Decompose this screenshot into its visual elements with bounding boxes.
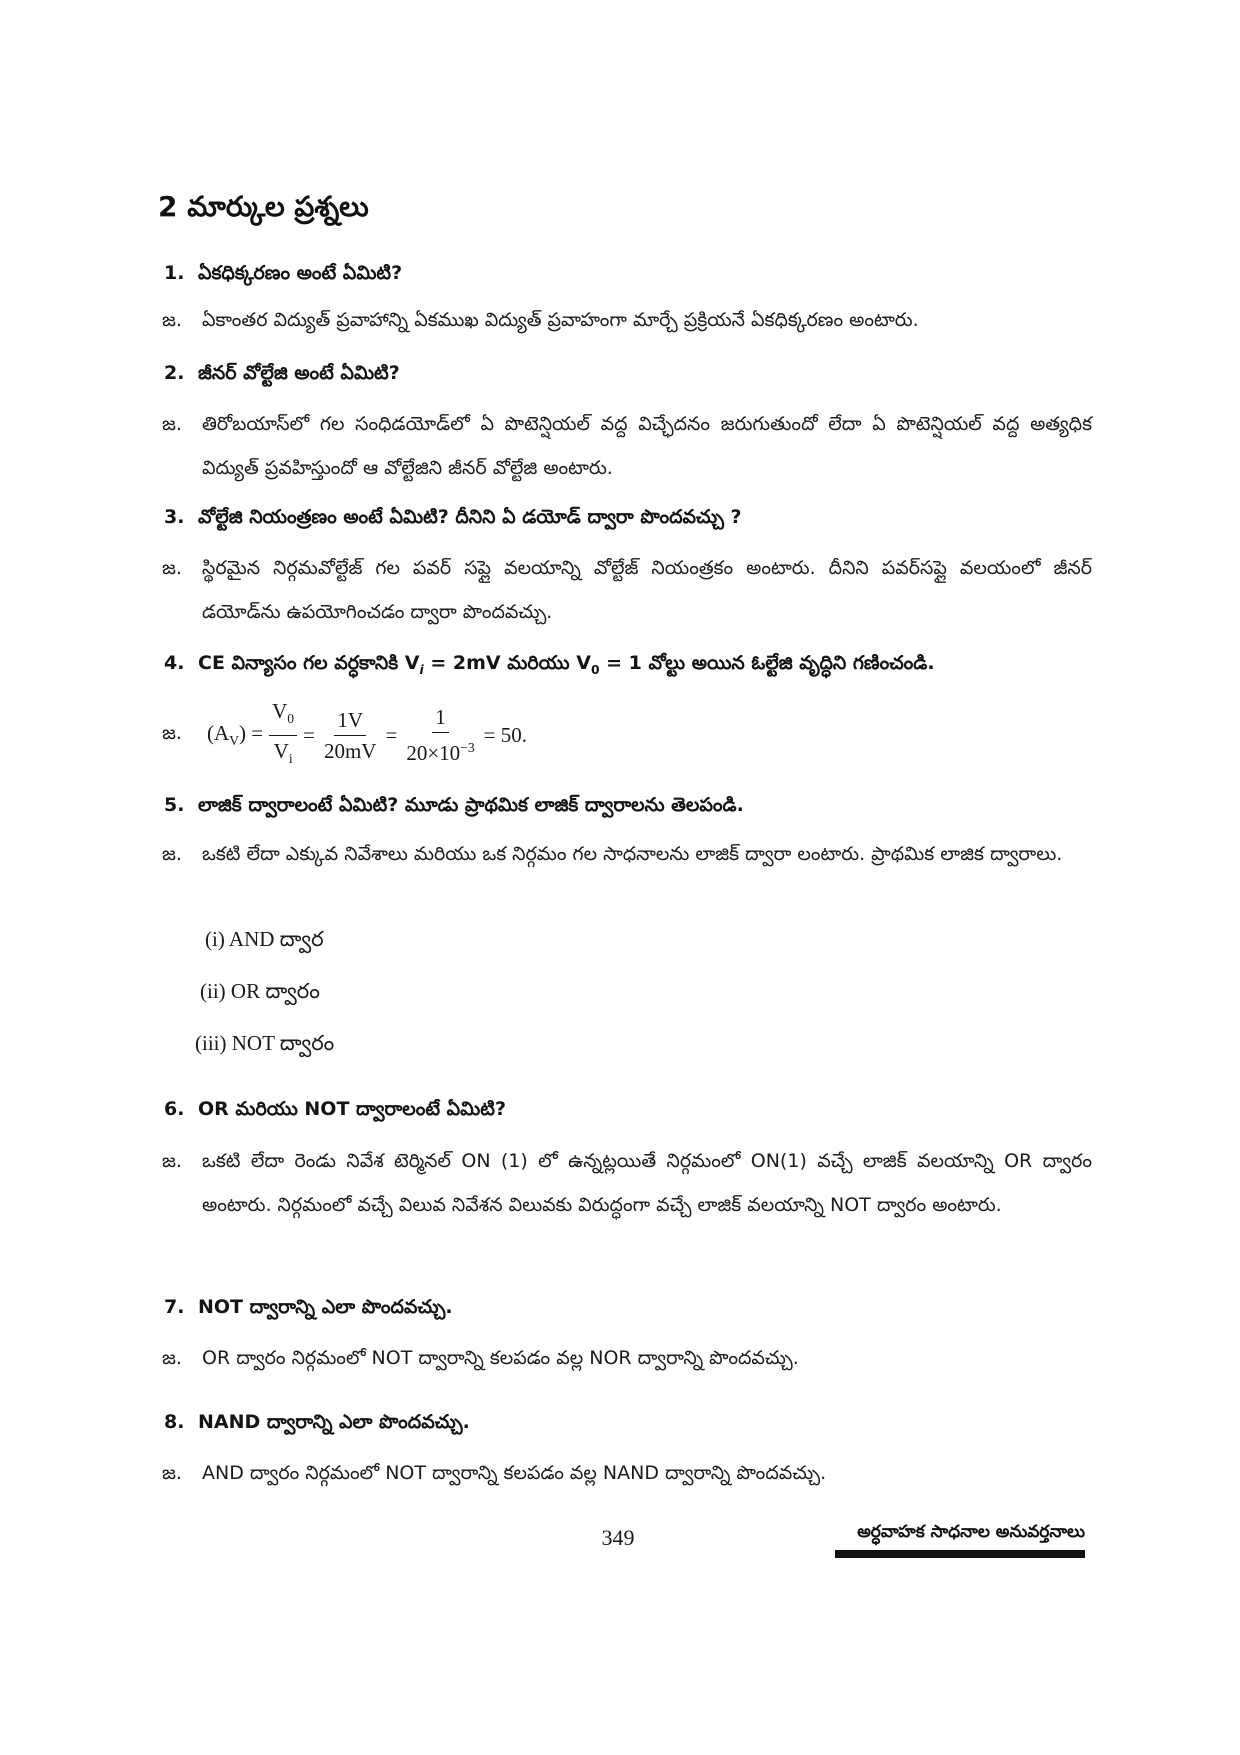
answer-prefix: జ. <box>162 722 182 744</box>
answer-text: ఒకటి లేదా ఎక్కువ నివేశాలు మరియు ఒక నిర్గమం గల సాధనాలను లాజిక్ ద్వారా లంటారు. ప్రాథమిక లాజిక ద్వారాలు. <box>202 843 1063 865</box>
formula-expression <box>207 700 527 770</box>
answer-text: తిరోబయాస్‌లో గల సంధిడయోడ్‌లో ఏ పొటెన్షియల్ వద్ద విచ్ఛేదనం జరుగుతుందో లేదా ఏ పొటెన్షియల్ వద్ద అత్యధిక విద్యుత్ ప్రవహిస్తుందో ఆ వోల్టేజిని జీనర్ వోల్టేజి అంటారు. <box>202 413 1092 479</box>
page-number: 349 <box>601 1525 635 1550</box>
question-7 <box>164 1292 1120 1322</box>
equals-sign: = <box>385 722 398 747</box>
gate-list-item-not: (iii) NOT ద్వారం <box>195 1031 335 1055</box>
equals-sign: = <box>303 722 315 747</box>
answer-3 <box>162 546 1092 634</box>
answer-text: ఏకాంతర విద్యుత్ ప్రవాహాన్ని ఏకముఖ విద్యుత్ ప్రవాహంగా మార్చే ప్రక్రియనే ఏకధిక్కరణం అంటారు. <box>202 309 919 331</box>
question-number: 5. <box>164 794 185 816</box>
answer-2 <box>162 402 1092 490</box>
question-text: లాజిక్ ద్వారాలంటే ఏమిటి? మూడు ప్రాథమిక లాజిక్ ద్వారాలను తెలపండి. <box>198 794 744 816</box>
answer-1 <box>162 298 1092 342</box>
formula-result: = 50. <box>483 722 528 747</box>
gate-list-item-and: (i) AND ద్వార <box>205 927 324 951</box>
question-5 <box>164 790 1120 820</box>
question-1 <box>164 258 1120 288</box>
question-6 <box>164 1094 1120 1124</box>
fraction-1v-20mv: $\frac{1V}{20mV}$ <box>323 707 377 763</box>
answer-5 <box>162 832 1092 876</box>
question-text: CE విన్యాసం గల వర్ధకానికి $V_i = 2mV$ మరియు $V_0 = 1$ వోల్టు అయిన ఓల్టేజి వృద్ధిని గణించండి. <box>198 652 935 677</box>
answer-text: AND ద్వారం నిర్గమంలో NOT ద్వారాన్ని కలపడం వల్ల NAND ద్వారాన్ని పొందవచ్చు. <box>202 1462 827 1484</box>
fraction-v0-vi: $\frac{V_0}{V_i}$ <box>269 698 297 771</box>
question-number: 8. <box>164 1411 185 1433</box>
answer-8 <box>162 1451 1092 1495</box>
answer-prefix: జ. <box>162 843 182 865</box>
answer-prefix: జ. <box>162 557 182 579</box>
answer-text: ఒకటి లేదా రెండు నివేశ టెర్మినల్ ON (1) లో ఉన్నట్లయితే నిర్గమంలో ON(1) వచ్చే లాజిక్ వలయాన్ని OR ద్వారం అంటారు. నిర్గమంలో వచ్చే విలువ నివేశన విలువకు విరుద్ధంగా వచ్చే లాజిక్ వలయాన్ని NOT ద్వారం అంటారు. <box>202 1150 1092 1216</box>
question-text: ఏకధిక్కరణం అంటే ఏమిటి? <box>198 262 403 284</box>
question-number: 6. <box>164 1098 185 1120</box>
section-title: 2 మార్కుల ప్రశ్నలు <box>158 190 369 223</box>
question-text: వోల్టేజి నియంత్రణం అంటే ఏమిటి? దీనిని ఏ డయోడ్ ద్వారా పొందవచ్చు ? <box>198 506 742 528</box>
chapter-title: అర్ధవాహక సాధనాల అనువర్తనాలు <box>857 1522 1085 1542</box>
answer-prefix: జ. <box>162 413 182 435</box>
question-2 <box>164 358 1120 388</box>
answer-prefix: జ. <box>162 1462 182 1484</box>
answer-7 <box>162 1336 1092 1380</box>
footer-rule <box>835 1550 1085 1558</box>
formula-lhs: $(A_V)$ = <box>207 720 264 749</box>
answer-prefix: జ. <box>162 1150 182 1172</box>
question-text: NAND ద్వారాన్ని ఎలా పొందవచ్చు. <box>198 1411 470 1433</box>
answer-text: స్థిరమైన నిర్గమవోల్టేజ్ గల పవర్ సప్లై వలయాన్ని వోల్టేజ్ నియంత్రకం అంటారు. దీనిని పవర్‌సప్లై వలయంలో జీనర్ డయోడ్‌ను ఉపయోగించడం ద్వారా పొందవచ్చు. <box>202 557 1092 623</box>
gate-list-item-or: (ii) OR ద్వారం <box>200 979 320 1003</box>
question-3 <box>164 502 1120 532</box>
answer-prefix: జ. <box>162 309 182 331</box>
question-number: 2. <box>164 362 185 384</box>
question-number: 3. <box>164 506 185 528</box>
question-text: జీనర్ వోల్టేజి అంటే ఏమిటి? <box>198 362 400 384</box>
answer-text: OR ద్వారం నిర్గమంలో NOT ద్వారాన్ని కలపడం వల్ల NOR ద్వారాన్ని పొందవచ్చు. <box>202 1347 799 1369</box>
question-number: 1. <box>164 262 185 284</box>
answer-prefix: జ. <box>162 1347 182 1369</box>
fraction-1-20e-3: $\frac{1}{20\times 10^{-3}}$ <box>406 705 475 765</box>
question-4 <box>164 648 1120 685</box>
question-text: NOT ద్వారాన్ని ఎలా పొందవచ్చు. <box>198 1296 453 1318</box>
question-8 <box>164 1407 1120 1437</box>
answer-6 <box>162 1139 1092 1227</box>
question-number: 7. <box>164 1296 185 1318</box>
question-number: 4. <box>164 652 185 674</box>
question-text: OR మరియు NOT ద్వారాలంటే ఏమిటి? <box>198 1098 506 1120</box>
